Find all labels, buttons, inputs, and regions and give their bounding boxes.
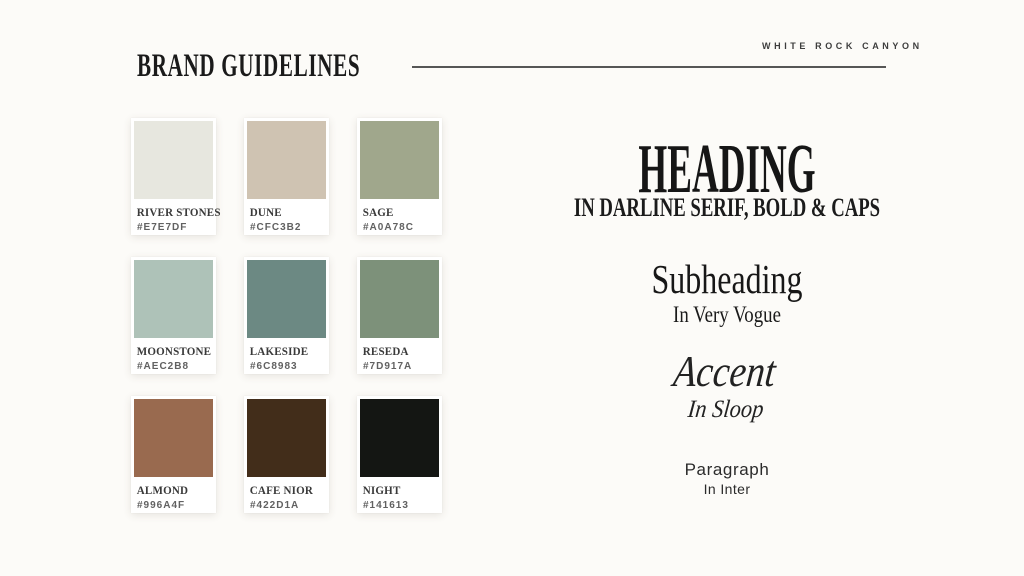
color-hex-label: #141613 xyxy=(363,500,409,511)
color-swatch xyxy=(134,399,213,477)
color-swatch-card xyxy=(244,396,329,513)
color-swatch xyxy=(360,121,439,199)
color-name-label: DUNE xyxy=(249,205,282,219)
color-hex-label: #996A4F xyxy=(137,500,186,511)
brand-name-label: WHITE ROCK CANYON xyxy=(762,41,923,51)
color-palette-grid xyxy=(131,118,442,513)
color-swatch-card xyxy=(357,396,442,513)
color-hex-label: #E7E7DF xyxy=(137,222,188,233)
accent-sample: Accent xyxy=(671,347,779,396)
paragraph-caption: In Inter xyxy=(703,481,751,497)
color-swatch xyxy=(247,260,326,338)
color-name-label: SAGE xyxy=(362,205,394,219)
subheading-sample: Subheading xyxy=(651,256,803,302)
color-name-label: CAFE NIOR xyxy=(249,483,314,497)
color-hex-label: #AEC2B8 xyxy=(137,361,190,372)
color-swatch xyxy=(247,399,326,477)
paragraph-sample: Paragraph xyxy=(684,460,770,479)
color-name-label: ALMOND xyxy=(136,483,189,497)
color-hex-label: #A0A78C xyxy=(363,222,414,233)
color-swatch xyxy=(134,121,213,199)
color-swatch-card xyxy=(357,257,442,374)
color-hex-label: #7D917A xyxy=(363,361,413,372)
color-hex-label: #6C8983 xyxy=(250,361,298,372)
color-swatch xyxy=(360,399,439,477)
color-hex-label: #422D1A xyxy=(250,500,300,511)
color-hex-label: #CFC3B2 xyxy=(250,222,302,233)
color-name-label: RIVER STONES xyxy=(136,205,221,219)
color-swatch xyxy=(360,260,439,338)
color-name-label: LAKESIDE xyxy=(249,344,309,358)
color-name-label: MOONSTONE xyxy=(136,344,212,358)
header-rule-divider xyxy=(412,66,886,68)
color-name-label: RESEDA xyxy=(362,344,409,358)
color-swatch-card xyxy=(131,257,216,374)
color-name-label: NIGHT xyxy=(362,483,401,497)
color-swatch-card xyxy=(357,118,442,235)
color-swatch-card xyxy=(244,257,329,374)
color-swatch-card xyxy=(244,118,329,235)
color-swatch-card xyxy=(131,118,221,235)
color-swatch xyxy=(247,121,326,199)
color-swatch-card xyxy=(131,396,216,513)
subheading-caption: In Very Vogue xyxy=(673,302,781,327)
accent-caption: In Sloop xyxy=(686,396,765,423)
heading-sample: HEADING xyxy=(638,131,816,208)
color-swatch xyxy=(134,260,213,338)
heading-caption: IN DARLINE SERIF, BOLD & CAPS xyxy=(573,193,881,222)
page-title: BRAND GUIDELINES xyxy=(137,48,361,84)
